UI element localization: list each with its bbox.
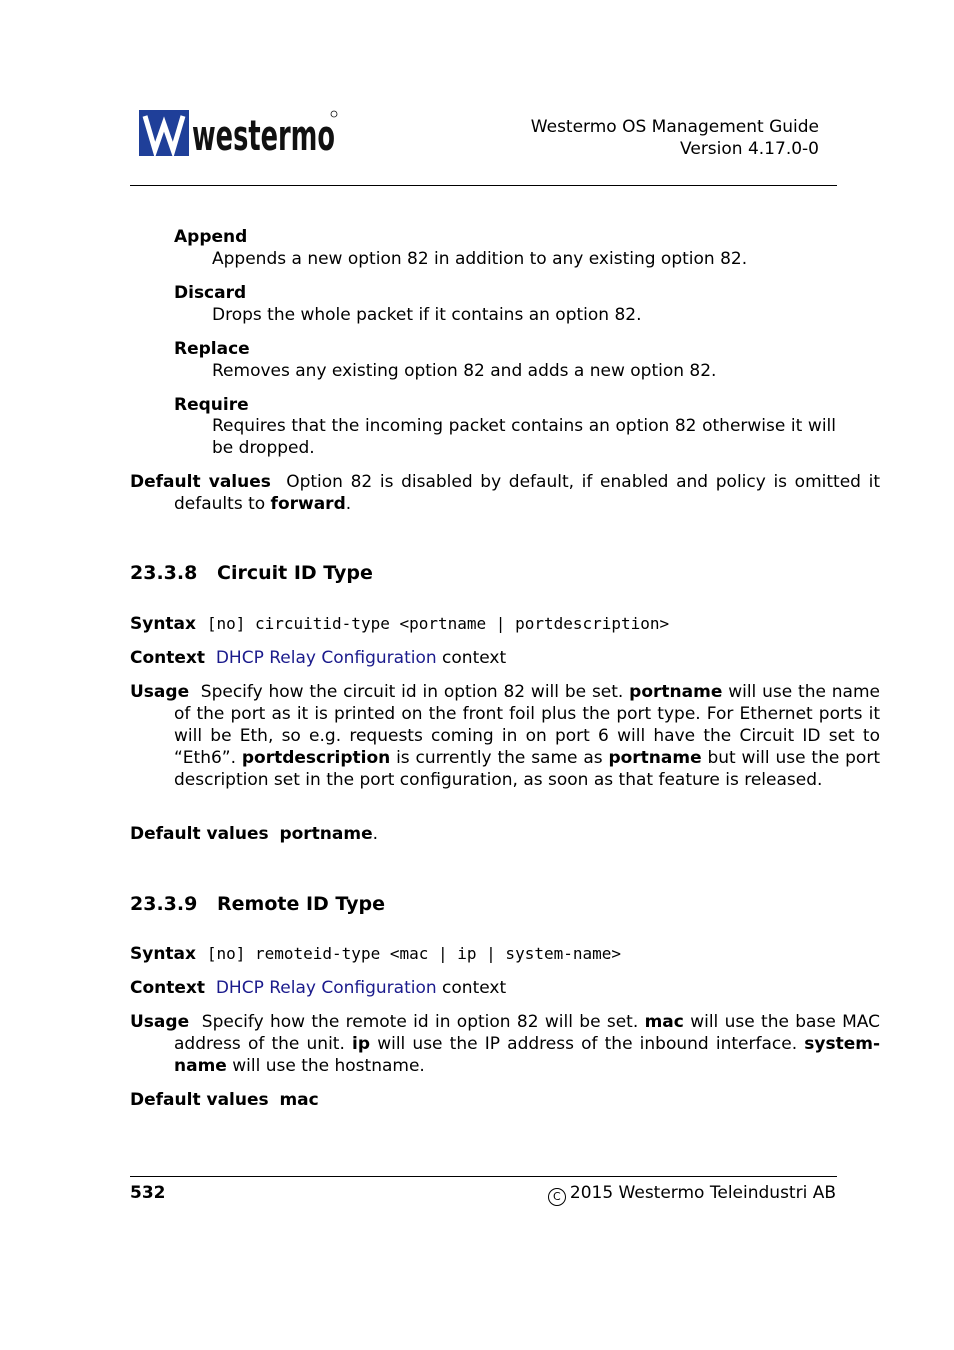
guide-title: Westermo OS Management Guide <box>530 117 819 137</box>
usage-keyword: portname <box>629 682 723 702</box>
usage-keyword: system-name <box>174 1034 880 1076</box>
default-values-remote-id <box>130 1089 836 1111</box>
westermo-logo <box>139 110 339 158</box>
default-values-label: Default values <box>130 1090 269 1110</box>
default-values-tail: . <box>372 824 379 844</box>
policy-term-require: Require <box>174 395 249 415</box>
usage-label: Usage <box>130 1012 190 1032</box>
footer-copyright <box>548 1182 836 1206</box>
usage-keyword: ip <box>352 1034 371 1054</box>
logo-wordmark: westermo <box>192 111 335 160</box>
section-number: 23.3.9 <box>130 893 198 915</box>
footer-rule <box>130 1176 837 1177</box>
dhcp-relay-configuration-link[interactable]: DHCP Relay Configuration <box>215 978 437 998</box>
policy-desc-discard: Drops the whole packet if it contains an option 82. <box>212 305 642 325</box>
usage-keyword: mac <box>644 1012 684 1032</box>
usage-text: Specify how the remote id in option 82 will be set. <box>201 1012 645 1032</box>
policy-desc-require: Requires that the incoming packet contains an option 82 otherwise it will be dropped. <box>212 416 836 458</box>
syntax-command: [no] remoteid-type <mac | ip | system-name> <box>206 944 622 963</box>
section-heading-circuit-id <box>130 562 373 584</box>
usage-keyword: portdescription <box>241 748 391 768</box>
section-heading-remote-id <box>130 893 385 915</box>
policy-term-discard: Discard <box>174 283 247 303</box>
usage-label: Usage <box>130 682 190 702</box>
context-label: Context <box>130 978 206 998</box>
policy-term-append: Append <box>174 227 248 247</box>
default-values-forward: forward <box>270 494 346 514</box>
usage-keyword: portname <box>608 748 702 768</box>
guide-version: Version 4.17.0-0 <box>680 139 819 159</box>
section-number: 23.3.8 <box>130 562 198 584</box>
policy-desc-replace: Removes any existing option 82 and adds a new option 82. <box>212 361 717 381</box>
westermo-logo-mark <box>139 110 339 158</box>
default-values-value: portname <box>279 824 373 844</box>
context-circuit-id <box>130 647 836 669</box>
syntax-label: Syntax <box>130 944 196 964</box>
header-rule <box>130 185 837 186</box>
copyright-icon: C <box>548 1188 566 1206</box>
usage-circuit-id <box>130 681 880 791</box>
syntax-remote-id <box>130 943 836 965</box>
syntax-circuit-id <box>130 613 836 635</box>
usage-text: will use the hostname. <box>226 1056 425 1076</box>
default-values-value: mac <box>279 1090 319 1110</box>
default-values-option82 <box>130 471 880 515</box>
context-label: Context <box>130 648 206 668</box>
header-title <box>531 116 819 160</box>
context-tail: context <box>442 978 507 998</box>
policy-desc-append: Appends a new option 82 in addition to any existing option 82. <box>212 249 748 269</box>
dhcp-relay-configuration-link[interactable]: DHCP Relay Configuration <box>215 648 437 668</box>
default-values-label: Default values <box>130 472 271 492</box>
usage-text: will use the name of the port as it is printed on the front foil plus the port type. For Ethernet ports it will be Eth, so e.g. requests coming in on port 6 will have the Circuit ID set to “Eth6”. <box>174 682 880 768</box>
section-title: Circuit ID Type <box>217 562 373 584</box>
default-values-text: Option 82 is disabled by default, if enabled and policy is omitted it defaults to <box>174 472 880 514</box>
usage-remote-id <box>130 1011 880 1077</box>
default-values-tail: . <box>345 494 352 514</box>
policy-term-replace: Replace <box>174 339 250 359</box>
page-number: 532 <box>130 1183 166 1203</box>
section-title: Remote ID Type <box>217 893 385 915</box>
default-values-circuit-id <box>130 823 836 845</box>
syntax-command: [no] circuitid-type <portname | portdescription> <box>206 614 670 633</box>
usage-text: is currently the same as <box>390 748 609 768</box>
copyright-text: 2015 Westermo Teleindustri AB <box>569 1183 836 1203</box>
usage-text: but will use the port description set in the port configuration, as soon as that feature is released. <box>174 748 880 790</box>
syntax-label: Syntax <box>130 614 196 634</box>
usage-text: will use the base MAC address of the unit. <box>174 1012 880 1054</box>
context-tail: context <box>442 648 507 668</box>
usage-text: Specify how the circuit id in option 82 will be set. <box>200 682 630 702</box>
context-remote-id <box>130 977 836 999</box>
default-values-label: Default values <box>130 824 269 844</box>
usage-text: will use the IP address of the inbound interface. <box>370 1034 805 1054</box>
